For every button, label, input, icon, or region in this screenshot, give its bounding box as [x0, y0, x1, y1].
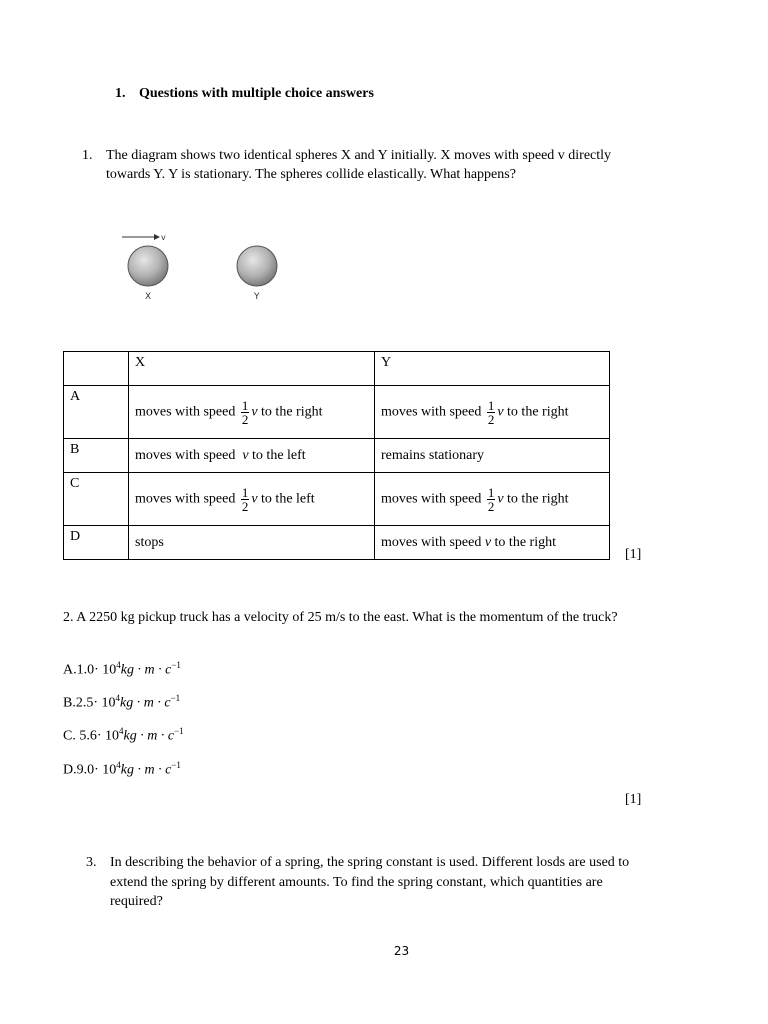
option-letter: B: [64, 439, 129, 473]
velocity-symbol: v: [497, 404, 504, 420]
velocity-symbol: v: [251, 491, 258, 507]
times-ten: · 10: [94, 762, 117, 778]
question-2-mark: [1]: [625, 792, 642, 807]
times-ten: · 10: [96, 728, 120, 744]
option-letter: D: [64, 526, 129, 560]
cell-text: to the right: [494, 534, 556, 550]
cell-text: to the right: [261, 404, 323, 420]
question-1-text: The diagram shows two identical spheres X and Y initially. X moves with speed v directly towards Y. Y is stationary. The spheres collide elastically. What happens?: [106, 148, 612, 182]
question-3-number: 3.: [86, 855, 97, 870]
cell-text: moves with speed: [135, 491, 236, 507]
fraction: $\frac{1}{2}$: [487, 397, 495, 427]
fraction: $\frac{1}{2}$: [241, 397, 249, 427]
option-c-y: [375, 473, 610, 526]
cell-text: moves with speed: [135, 404, 236, 420]
fraction: $\frac{1}{2}$: [487, 484, 495, 514]
option-letter: C: [64, 473, 129, 526]
cell-text: to the right: [507, 404, 569, 420]
section-heading: [115, 86, 374, 102]
choice-d: $D.9.0\cdot 10^4kg \cdot m \cdot c^{-1}$: [63, 760, 181, 778]
table-header-cell: X: [129, 352, 375, 386]
page-number: 23: [393, 944, 410, 958]
cell-text: remains stationary: [381, 447, 485, 463]
sphere-y: [237, 246, 277, 286]
spheres-diagram-svg: [112, 228, 292, 308]
option-b-y: [375, 439, 610, 473]
unit: kg · m · c: [123, 728, 175, 744]
table-row: [64, 439, 610, 473]
question-1-mark: [1]: [625, 547, 642, 562]
question-2-text: 2. A 2250 kg pickup truck has a velocity of 25 m/s to the east. What is the momentum of the truck?: [63, 610, 618, 625]
sphere-x: [128, 246, 168, 286]
unit: kg · m · c: [120, 662, 172, 678]
sphere-x-label: X: [145, 292, 152, 302]
section-title: Questions with multiple choice answers: [139, 86, 374, 101]
choice-b: $B.2.5\cdot 10^4kg \cdot m \cdot c^{-1}$: [63, 693, 181, 711]
times-ten: · 10: [94, 662, 117, 678]
question-1: [82, 146, 642, 184]
section-number: 1.: [115, 86, 126, 101]
cell-text: to the right: [507, 491, 569, 507]
option-d-x: [129, 526, 375, 560]
unit: kg · m · c: [120, 695, 171, 711]
table-header-cell: [64, 352, 129, 386]
option-d-y: [375, 526, 610, 560]
velocity-symbol: v: [484, 534, 492, 550]
question-1-number: 1.: [82, 148, 93, 163]
spheres-diagram: [112, 228, 292, 308]
cell-text: stops: [135, 534, 164, 550]
option-a-y: [375, 386, 610, 439]
table-row: [64, 386, 610, 439]
choice-a: $A.1.0\cdot 10^4kg \cdot m \cdot c^{-1}$: [63, 660, 181, 678]
unit: kg · m · c: [120, 762, 172, 778]
option-letter: A: [64, 386, 129, 439]
question-3: [86, 853, 656, 912]
answer-table: [63, 351, 610, 560]
option-c-x: [129, 473, 375, 526]
question-3-text: In describing the behavior of a spring, the spring constant is used. Different losds are used to extend the spring by different amounts. To find the spring constant, which quantities are required?: [110, 855, 630, 909]
cell-text: moves with speed: [381, 534, 482, 550]
velocity-symbol: v: [497, 491, 504, 507]
table-header-row: [64, 352, 610, 386]
table-row: [64, 473, 610, 526]
cell-text: moves with speed: [381, 491, 482, 507]
choice-c: C. $5.6\cdot 10^4kg \cdot m \cdot c^{-1}$: [63, 726, 184, 744]
cell-text: moves with speed: [135, 447, 236, 463]
arrow-label: v: [161, 233, 166, 242]
velocity-symbol: v: [242, 447, 249, 463]
velocity-arrow: [122, 234, 160, 240]
option-a-x: [129, 386, 375, 439]
times-ten: · 10: [93, 695, 116, 711]
cell-text: moves with speed: [381, 404, 482, 420]
velocity-symbol: v: [251, 404, 258, 420]
fraction: $\frac{1}{2}$: [241, 484, 249, 514]
table-header-cell: Y: [375, 352, 610, 386]
cell-text: to the left: [252, 447, 306, 463]
option-b-x: [129, 439, 375, 473]
table-row: [64, 526, 610, 560]
sphere-y-label: Y: [254, 292, 260, 302]
cell-text: to the left: [261, 491, 315, 507]
